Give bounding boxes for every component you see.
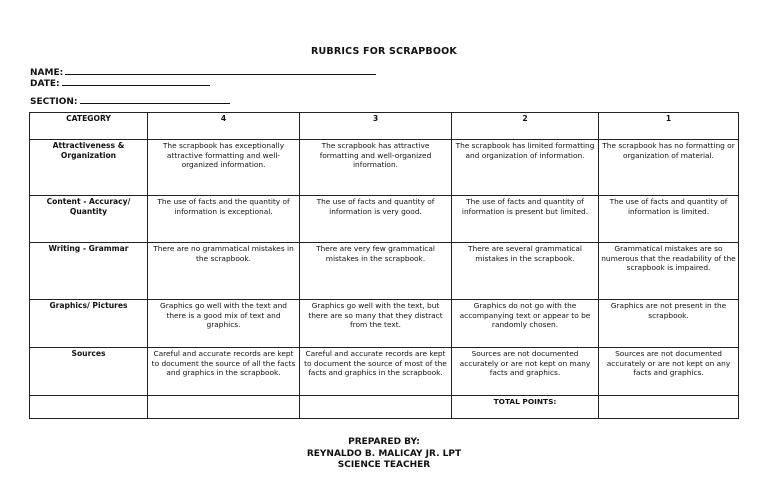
table-cell: The scrapbook has attractive formatting and well-organized information.	[300, 140, 452, 196]
date-label: DATE:	[30, 79, 60, 89]
header-score-4: 4	[148, 113, 300, 140]
table-cell: The scrapbook has limited formatting and organization of information.	[452, 140, 599, 196]
prepared-by-label: PREPARED BY:	[348, 437, 420, 447]
document-title: RUBRICS FOR SCRAPBOOK	[310, 46, 457, 57]
date-blank-line	[62, 77, 210, 86]
row-category: Graphics/ Pictures	[30, 300, 148, 348]
table-cell: There are no grammatical mistakes in the scrapbook.	[148, 243, 300, 300]
total-row	[30, 396, 739, 419]
table-cell: Graphics go well with the text, but there are so many that they distract from the text.	[300, 300, 452, 348]
row-category: Content - Accuracy/ Quantity	[30, 196, 148, 243]
table-cell: The use of facts and quantity of information is limited.	[599, 196, 739, 243]
total-empty-cell	[30, 396, 148, 419]
rubric-table	[29, 112, 739, 419]
header-category: CATEGORY	[30, 113, 148, 140]
preparer-name: REYNALDO B. MALICAY JR. LPT	[306, 449, 462, 459]
header-score-3: 3	[300, 113, 452, 140]
row-category: Sources	[30, 348, 148, 396]
section-field	[30, 95, 230, 107]
table-cell: Careful and accurate records are kept to document the source of most of the facts and graphics in the scrapbook.	[300, 348, 452, 396]
table-cell: The scrapbook has no formatting or organization of material.	[599, 140, 739, 196]
table-cell: The scrapbook has exceptionally attractive formatting and well-organized information.	[148, 140, 300, 196]
table-cell: Grammatical mistakes are so numerous that the readability of the scrapbook is impaired.	[599, 243, 739, 300]
table-cell: The use of facts and the quantity of information is exceptional.	[148, 196, 300, 243]
total-empty-cell	[148, 396, 300, 419]
table-cell: There are several grammatical mistakes in the scrapbook.	[452, 243, 599, 300]
table-cell: Sources are not documented accurately or are not kept on many facts and graphics.	[452, 348, 599, 396]
table-cell: Graphics go well with the text and there is a good mix of text and graphics.	[148, 300, 300, 348]
date-field	[30, 77, 210, 89]
table-cell: The use of facts and quantity of information is very good.	[300, 196, 452, 243]
table-row	[30, 300, 739, 348]
table-row	[30, 243, 739, 300]
table-cell: There are very few grammatical mistakes in the scrapbook.	[300, 243, 452, 300]
total-empty-cell	[300, 396, 452, 419]
header-score-1: 1	[599, 113, 739, 140]
name-label: NAME:	[30, 68, 64, 78]
table-row	[30, 196, 739, 243]
table-cell: Graphics do not go with the accompanying text or appear to be randomly chosen.	[452, 300, 599, 348]
row-category: Writing - Grammar	[30, 243, 148, 300]
table-header-row	[30, 113, 739, 140]
header-score-2: 2	[452, 113, 599, 140]
total-points-label: TOTAL POINTS:	[452, 396, 599, 419]
section-label: SECTION:	[30, 97, 78, 107]
table-row	[30, 348, 739, 396]
table-row	[30, 140, 739, 196]
table-cell: The use of facts and quantity of information is present but limited.	[452, 196, 599, 243]
table-cell: Sources are not documented accurately or are not kept on any facts and graphics.	[599, 348, 739, 396]
name-blank-line	[65, 66, 376, 75]
row-category: Attractiveness & Organization	[30, 140, 148, 196]
table-cell: Graphics are not present in the scrapbook.	[599, 300, 739, 348]
preparer-role: SCIENCE TEACHER	[337, 460, 431, 470]
table-cell: Careful and accurate records are kept to document the source of all the facts and graphics in the scrapbook.	[148, 348, 300, 396]
section-blank-line	[80, 95, 230, 104]
total-points-value	[599, 396, 739, 419]
